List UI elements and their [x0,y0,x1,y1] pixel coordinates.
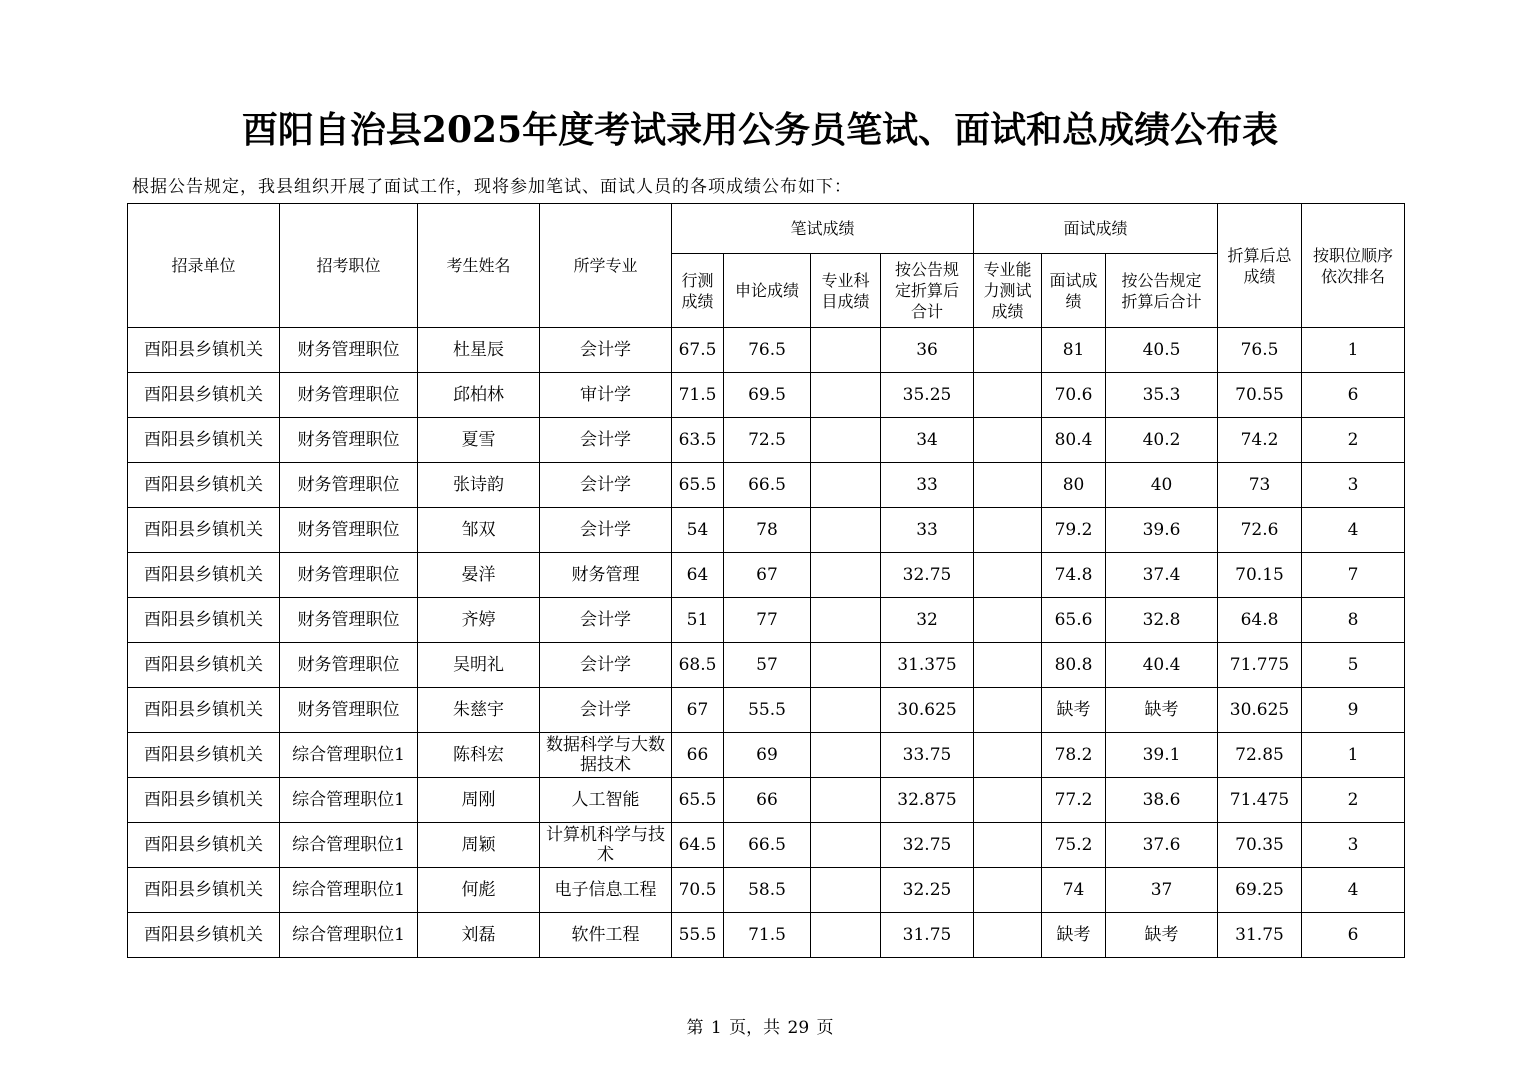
cell-total: 76.5 [1218,328,1302,373]
cell-position: 财务管理职位 [280,553,418,598]
cell-ability [974,508,1042,553]
cell-name: 邱柏林 [418,373,540,418]
header-written-group: 笔试成绩 [672,204,974,254]
cell-ability [974,553,1042,598]
cell-unit: 酉阳县乡镇机关 [128,508,280,553]
cell-interview-converted: 32.8 [1106,598,1218,643]
cell-professional [811,868,881,913]
cell-rank: 2 [1302,418,1405,463]
cell-interview-converted: 38.6 [1106,778,1218,823]
cell-position: 财务管理职位 [280,688,418,733]
cell-major: 会计学 [540,463,672,508]
cell-shenlun: 58.5 [724,868,811,913]
cell-rank: 6 [1302,913,1405,958]
scores-table [127,203,1405,958]
cell-written-converted: 33.75 [881,733,974,778]
cell-written-converted: 35.25 [881,373,974,418]
cell-major: 数据科学与大数据技术 [540,733,672,778]
cell-ability [974,463,1042,508]
cell-name: 朱慈宇 [418,688,540,733]
cell-interview: 70.6 [1042,373,1106,418]
cell-xingce: 64 [672,553,724,598]
cell-name: 杜星辰 [418,328,540,373]
cell-professional [811,643,881,688]
cell-written-converted: 31.375 [881,643,974,688]
cell-total: 64.8 [1218,598,1302,643]
cell-interview: 74.8 [1042,553,1106,598]
cell-major: 会计学 [540,598,672,643]
cell-professional [811,913,881,958]
cell-shenlun: 72.5 [724,418,811,463]
cell-ability [974,328,1042,373]
header-written-converted: 按公告规定折算后合计 [881,254,974,328]
cell-professional [811,463,881,508]
header-rank: 按职位顺序依次排名 [1302,204,1405,328]
header-professional: 专业科目成绩 [811,254,881,328]
cell-xingce: 67 [672,688,724,733]
cell-written-converted: 32.875 [881,778,974,823]
cell-position: 财务管理职位 [280,463,418,508]
cell-unit: 酉阳县乡镇机关 [128,778,280,823]
cell-unit: 酉阳县乡镇机关 [128,643,280,688]
cell-name: 齐婷 [418,598,540,643]
cell-shenlun: 57 [724,643,811,688]
cell-xingce: 63.5 [672,418,724,463]
cell-name: 夏雪 [418,418,540,463]
cell-ability [974,823,1042,868]
cell-professional [811,778,881,823]
cell-position: 财务管理职位 [280,508,418,553]
header-interview-converted: 按公告规定折算后合计 [1106,254,1218,328]
cell-professional [811,418,881,463]
cell-written-converted: 32.75 [881,823,974,868]
cell-interview: 79.2 [1042,508,1106,553]
cell-total: 74.2 [1218,418,1302,463]
cell-unit: 酉阳县乡镇机关 [128,688,280,733]
table-row [128,598,1405,643]
cell-rank: 8 [1302,598,1405,643]
cell-total: 31.75 [1218,913,1302,958]
cell-interview: 74 [1042,868,1106,913]
cell-major: 会计学 [540,508,672,553]
cell-professional [811,553,881,598]
table-row [128,913,1405,958]
cell-shenlun: 66.5 [724,823,811,868]
cell-unit: 酉阳县乡镇机关 [128,733,280,778]
cell-major: 审计学 [540,373,672,418]
header-major: 所学专业 [540,204,672,328]
cell-interview-converted: 39.1 [1106,733,1218,778]
cell-ability [974,733,1042,778]
cell-rank: 5 [1302,643,1405,688]
cell-position: 财务管理职位 [280,598,418,643]
cell-position: 财务管理职位 [280,418,418,463]
cell-written-converted: 33 [881,508,974,553]
header-position: 招考职位 [280,204,418,328]
footer-page-count: 29 [787,1018,810,1038]
cell-total: 73 [1218,463,1302,508]
table-row [128,733,1405,778]
cell-written-converted: 32.75 [881,553,974,598]
cell-ability [974,418,1042,463]
cell-interview-converted: 缺考 [1106,913,1218,958]
cell-xingce: 65.5 [672,778,724,823]
cell-position: 综合管理职位1 [280,778,418,823]
table-row [128,643,1405,688]
cell-position: 财务管理职位 [280,328,418,373]
cell-major: 财务管理 [540,553,672,598]
cell-total: 30.625 [1218,688,1302,733]
cell-interview-converted: 40.2 [1106,418,1218,463]
cell-xingce: 67.5 [672,328,724,373]
cell-position: 综合管理职位1 [280,913,418,958]
cell-rank: 3 [1302,823,1405,868]
cell-shenlun: 77 [724,598,811,643]
cell-interview-converted: 40.4 [1106,643,1218,688]
cell-rank: 7 [1302,553,1405,598]
table-row [128,868,1405,913]
cell-written-converted: 32.25 [881,868,974,913]
footer-page-number: 1 [710,1018,722,1038]
cell-unit: 酉阳县乡镇机关 [128,373,280,418]
cell-rank: 9 [1302,688,1405,733]
page-title: 酉阳自治县2025年度考试录用公务员笔试、面试和总成绩公布表 [241,109,1279,151]
cell-interview-converted: 缺考 [1106,688,1218,733]
cell-unit: 酉阳县乡镇机关 [128,463,280,508]
cell-xingce: 51 [672,598,724,643]
table-row [128,463,1405,508]
cell-shenlun: 78 [724,508,811,553]
cell-interview-converted: 37 [1106,868,1218,913]
cell-major: 会计学 [540,688,672,733]
cell-shenlun: 69 [724,733,811,778]
cell-name: 周刚 [418,778,540,823]
cell-professional [811,823,881,868]
table-row [128,373,1405,418]
cell-rank: 4 [1302,508,1405,553]
cell-interview-converted: 35.3 [1106,373,1218,418]
cell-written-converted: 32 [881,598,974,643]
cell-total: 72.85 [1218,733,1302,778]
cell-ability [974,643,1042,688]
cell-xingce: 66 [672,733,724,778]
cell-xingce: 54 [672,508,724,553]
cell-position: 综合管理职位1 [280,733,418,778]
cell-major: 电子信息工程 [540,868,672,913]
cell-total: 70.15 [1218,553,1302,598]
footer-middle: 页，共 [729,1018,781,1038]
cell-xingce: 70.5 [672,868,724,913]
cell-major: 计算机科学与技术 [540,823,672,868]
cell-professional [811,733,881,778]
cell-professional [811,598,881,643]
cell-position: 财务管理职位 [280,373,418,418]
cell-rank: 4 [1302,868,1405,913]
cell-total: 72.6 [1218,508,1302,553]
header-xingce: 行测成绩 [672,254,724,328]
cell-written-converted: 34 [881,418,974,463]
cell-interview: 81 [1042,328,1106,373]
cell-ability [974,598,1042,643]
cell-name: 晏洋 [418,553,540,598]
table-row [128,508,1405,553]
page-footer [0,1013,1520,1038]
cell-ability [974,868,1042,913]
cell-interview: 77.2 [1042,778,1106,823]
cell-shenlun: 67 [724,553,811,598]
cell-professional [811,328,881,373]
intro-text: 根据公告规定，我县组织开展了面试工作，现将参加笔试、面试人员的各项成绩公布如下： [132,177,852,197]
cell-name: 吴明礼 [418,643,540,688]
cell-shenlun: 69.5 [724,373,811,418]
cell-shenlun: 76.5 [724,328,811,373]
cell-interview-converted: 40.5 [1106,328,1218,373]
cell-written-converted: 36 [881,328,974,373]
cell-position: 综合管理职位1 [280,868,418,913]
cell-major: 会计学 [540,328,672,373]
cell-interview: 65.6 [1042,598,1106,643]
table-row [128,688,1405,733]
cell-name: 张诗韵 [418,463,540,508]
table-row [128,418,1405,463]
cell-total: 70.55 [1218,373,1302,418]
cell-total: 69.25 [1218,868,1302,913]
table-row [128,778,1405,823]
cell-interview: 80.8 [1042,643,1106,688]
cell-shenlun: 66.5 [724,463,811,508]
header-interview-group: 面试成绩 [974,204,1218,254]
cell-unit: 酉阳县乡镇机关 [128,553,280,598]
cell-ability [974,373,1042,418]
header-total: 折算后总成绩 [1218,204,1302,328]
cell-interview: 80 [1042,463,1106,508]
cell-professional [811,688,881,733]
cell-name: 刘磊 [418,913,540,958]
cell-ability [974,778,1042,823]
cell-name: 何彪 [418,868,540,913]
cell-written-converted: 31.75 [881,913,974,958]
cell-name: 邹双 [418,508,540,553]
cell-shenlun: 66 [724,778,811,823]
cell-total: 71.475 [1218,778,1302,823]
table-row [128,553,1405,598]
cell-position: 财务管理职位 [280,643,418,688]
cell-unit: 酉阳县乡镇机关 [128,328,280,373]
cell-total: 70.35 [1218,823,1302,868]
header-unit: 招录单位 [128,204,280,328]
cell-rank: 1 [1302,328,1405,373]
header-interview: 面试成绩 [1042,254,1106,328]
cell-rank: 2 [1302,778,1405,823]
cell-interview-converted: 39.6 [1106,508,1218,553]
table-row [128,328,1405,373]
cell-professional [811,508,881,553]
cell-shenlun: 71.5 [724,913,811,958]
cell-shenlun: 55.5 [724,688,811,733]
cell-ability [974,688,1042,733]
header-ability: 专业能力测试成绩 [974,254,1042,328]
cell-professional [811,373,881,418]
table-row [128,823,1405,868]
header-name: 考生姓名 [418,204,540,328]
cell-written-converted: 33 [881,463,974,508]
footer-suffix: 页 [816,1018,834,1038]
cell-interview: 78.2 [1042,733,1106,778]
cell-xingce: 64.5 [672,823,724,868]
cell-unit: 酉阳县乡镇机关 [128,868,280,913]
cell-major: 软件工程 [540,913,672,958]
cell-unit: 酉阳县乡镇机关 [128,823,280,868]
cell-interview: 缺考 [1042,913,1106,958]
cell-xingce: 71.5 [672,373,724,418]
cell-interview-converted: 37.6 [1106,823,1218,868]
cell-xingce: 55.5 [672,913,724,958]
cell-position: 综合管理职位1 [280,823,418,868]
cell-rank: 1 [1302,733,1405,778]
footer-prefix: 第 [686,1018,704,1038]
cell-interview-converted: 40 [1106,463,1218,508]
cell-rank: 6 [1302,373,1405,418]
cell-name: 周颖 [418,823,540,868]
cell-interview: 75.2 [1042,823,1106,868]
cell-written-converted: 30.625 [881,688,974,733]
cell-name: 陈科宏 [418,733,540,778]
cell-xingce: 68.5 [672,643,724,688]
cell-major: 人工智能 [540,778,672,823]
cell-unit: 酉阳县乡镇机关 [128,913,280,958]
cell-interview-converted: 37.4 [1106,553,1218,598]
cell-unit: 酉阳县乡镇机关 [128,418,280,463]
cell-major: 会计学 [540,418,672,463]
cell-interview: 缺考 [1042,688,1106,733]
cell-ability [974,913,1042,958]
cell-rank: 3 [1302,463,1405,508]
cell-unit: 酉阳县乡镇机关 [128,598,280,643]
cell-major: 会计学 [540,643,672,688]
cell-total: 71.775 [1218,643,1302,688]
cell-xingce: 65.5 [672,463,724,508]
cell-interview: 80.4 [1042,418,1106,463]
header-shenlun: 申论成绩 [724,254,811,328]
